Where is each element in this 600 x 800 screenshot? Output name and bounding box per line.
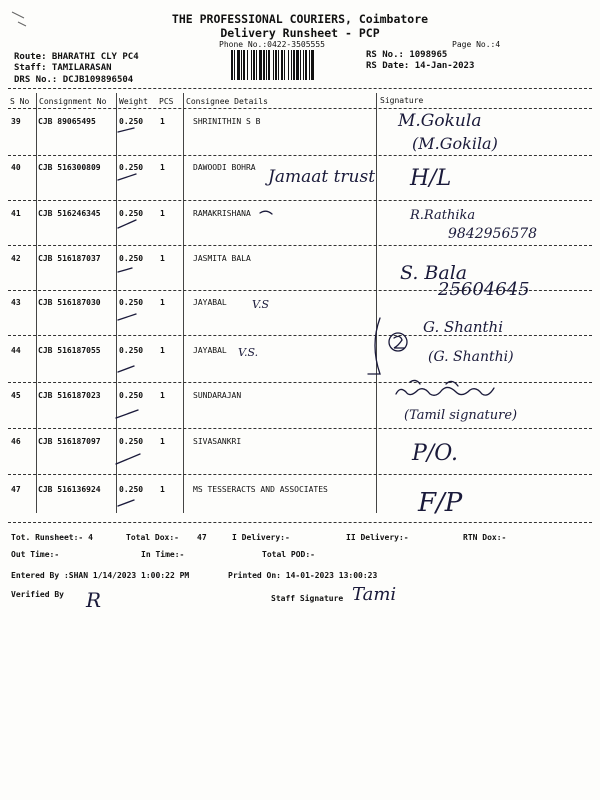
staff-label: Staff: TAMILARASAN xyxy=(14,63,112,73)
tick-mark xyxy=(118,366,134,372)
row-weight: 0.250 xyxy=(119,485,144,494)
handwritten-phone: 9842956578 xyxy=(448,226,538,242)
col-consignment-no: Consignment No xyxy=(39,97,107,106)
entered-by: Entered By :SHAN 1/14/2023 1:00:22 PM xyxy=(11,571,190,580)
row-sno: 46 xyxy=(11,437,21,446)
row-consignment-no: CJB 516187030 xyxy=(38,298,101,307)
rs-date: RS Date: 14-Jan-2023 xyxy=(366,61,475,71)
handwritten-note: Jamaat trust xyxy=(268,167,376,187)
total-dox-label: Total Dox:- xyxy=(126,533,179,542)
handwritten-signature: H/L xyxy=(410,166,452,191)
total-runsheet: Tot. Runsheet:- 4 xyxy=(11,533,93,542)
page-number: Page No.:4 xyxy=(452,40,501,49)
tick-mark xyxy=(116,410,138,418)
handwritten-note: V.S xyxy=(252,298,270,311)
row-sno: 42 xyxy=(11,254,21,263)
tick-mark xyxy=(118,268,132,272)
handwritten-note: V.S. xyxy=(238,346,259,359)
row-pcs: 1 xyxy=(160,209,165,218)
row-weight: 0.250 xyxy=(119,117,144,126)
col-weight: Weight xyxy=(119,97,148,106)
rtn-dox-label: RTN Dox:- xyxy=(463,533,507,542)
row-weight: 0.250 xyxy=(119,163,144,172)
row-weight: 0.250 xyxy=(119,209,144,218)
col-signature: Signature xyxy=(380,96,424,105)
row-pcs: 1 xyxy=(160,298,165,307)
row-pcs: 1 xyxy=(160,346,165,355)
row-consignment-no: CJB 89065495 xyxy=(38,117,96,126)
drs-number: DRS No.: DCJB109896504 xyxy=(14,75,134,85)
handwritten-signature: S. Bala xyxy=(400,262,468,284)
ii-delivery-label: II Delivery:- xyxy=(346,533,409,542)
tick-mark xyxy=(260,211,272,214)
total-dox-value: 47 xyxy=(197,533,207,542)
tick-mark xyxy=(118,500,134,506)
handwritten-signature: (G. Shanthi) xyxy=(428,349,514,365)
row-consignee: SUNDARAJAN xyxy=(193,391,242,400)
col-sno: S No xyxy=(10,97,30,106)
document-title: Delivery Runsheet - PCP xyxy=(220,26,380,40)
company-name: THE PROFESSIONAL COURIERS, Coimbatore xyxy=(171,12,429,26)
row-weight: 0.250 xyxy=(119,437,144,446)
row-consignee: JAYABAL xyxy=(193,346,227,355)
in-time-label: In Time:- xyxy=(141,550,185,559)
row-pcs: 1 xyxy=(160,163,165,172)
i-delivery-label: I Delivery:- xyxy=(232,533,290,542)
row-consignee: SIVASANKRI xyxy=(193,437,242,446)
handwritten-phone: 25604645 xyxy=(438,279,530,300)
corner-mark xyxy=(10,8,50,28)
tick-mark xyxy=(118,174,136,180)
row-consignee: DAWOODI BOHRA xyxy=(193,163,256,172)
handwritten-signature: (M.Gokila) xyxy=(412,134,498,153)
phone-number: Phone No.:0422-3505555 xyxy=(219,40,325,49)
printed-on: Printed On: 14-01-2023 13:00:23 xyxy=(228,571,378,580)
row-pcs: 1 xyxy=(160,117,165,126)
handwritten-signature: (Tamil signature) xyxy=(404,408,518,423)
row-consignment-no: CJB 516187055 xyxy=(38,346,101,355)
row-consignment-no: CJB 516187023 xyxy=(38,391,101,400)
row-weight: 0.250 xyxy=(119,391,144,400)
row-sno: 44 xyxy=(11,346,21,355)
handwritten-signature: M.Gokula xyxy=(398,111,482,131)
row-consignment-no: CJB 516246345 xyxy=(38,209,101,218)
row-consignee: RAMAKRISHANA xyxy=(193,209,251,218)
row-sno: 39 xyxy=(11,117,21,126)
row-consignee: JASMITA BALA xyxy=(193,254,251,263)
staff-signature-label: Staff Signature xyxy=(271,594,344,603)
row-weight: 0.250 xyxy=(119,346,144,355)
handwritten-note: F/P xyxy=(418,488,463,518)
tick-mark xyxy=(116,454,140,464)
row-consignee: SHRINITHIN S B xyxy=(193,117,261,126)
row-sno: 45 xyxy=(11,391,21,400)
tick-mark xyxy=(118,314,136,320)
handwritten-signature: G. Shanthi xyxy=(423,318,504,336)
row-consignee: JAYABAL xyxy=(193,298,227,307)
staff-signature: Tami xyxy=(352,584,397,605)
row-pcs: 1 xyxy=(160,391,165,400)
route-label: Route: BHARATHI CLY PC4 xyxy=(14,52,139,62)
tick-mark xyxy=(118,128,134,132)
row-weight: 0.250 xyxy=(119,298,144,307)
verified-by-label: Verified By xyxy=(11,590,64,599)
row-consignment-no: CJB 516187097 xyxy=(38,437,101,446)
row-pcs: 1 xyxy=(160,437,165,446)
col-consignee-details: Consignee Details xyxy=(186,97,268,106)
rs-number: RS No.: 1098965 xyxy=(366,50,448,60)
row-sno: 40 xyxy=(11,163,21,172)
row-consignee: MS TESSERACTS AND ASSOCIATES xyxy=(193,485,328,494)
row-pcs: 1 xyxy=(160,254,165,263)
row-weight: 0.250 xyxy=(119,254,144,263)
row-consignment-no: CJB 516136924 xyxy=(38,485,101,494)
row-consignment-no: CJB 516300809 xyxy=(38,163,101,172)
verifier-signature: R xyxy=(86,588,102,612)
tick-mark xyxy=(118,220,136,228)
total-pod-label: Total POD:- xyxy=(262,550,315,559)
out-time-label: Out Time:- xyxy=(11,550,60,559)
col-pcs: PCS xyxy=(159,97,174,106)
bracket-mark xyxy=(368,318,380,374)
handwritten-note: P/O. xyxy=(412,441,458,466)
row-pcs: 1 xyxy=(160,485,165,494)
row-sno: 41 xyxy=(11,209,21,218)
row-sno: 47 xyxy=(11,485,21,494)
row-consignment-no: CJB 516187037 xyxy=(38,254,101,263)
row-sno: 43 xyxy=(11,298,21,307)
handwritten-signature: R.Rathika xyxy=(410,208,476,223)
tamil-scribble xyxy=(396,387,494,395)
